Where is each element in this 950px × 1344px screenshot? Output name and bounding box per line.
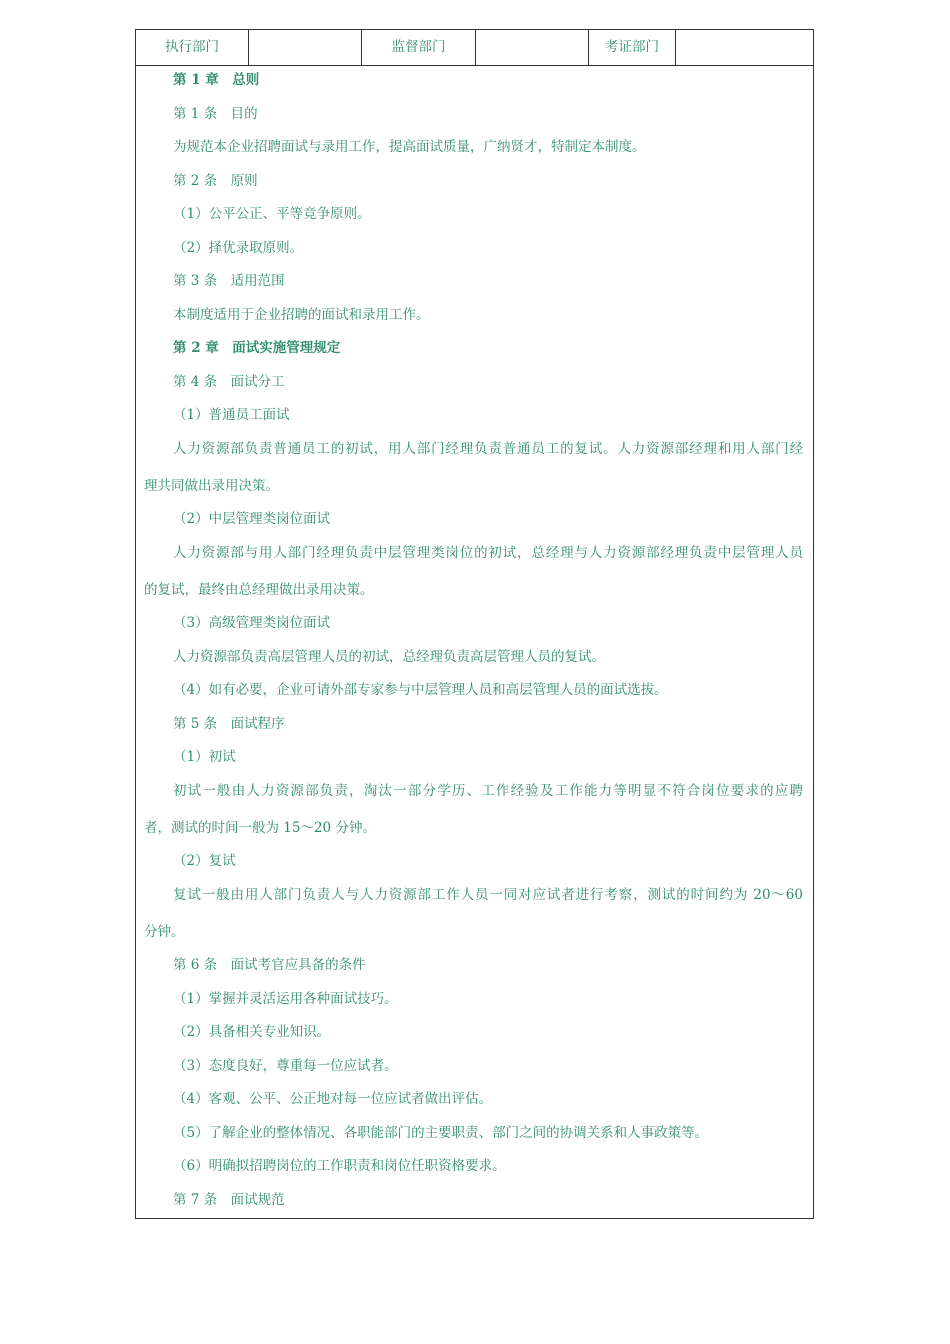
list-item: （2）择优录取原则。 <box>173 240 304 256</box>
list-item: （1）初试 <box>173 749 236 765</box>
chapter-heading: 第 1 章 总则 <box>173 72 260 88</box>
article-heading: 第 6 条 面试考官应具备的条件 <box>173 957 366 973</box>
paragraph-line: 人力资源部负责普通员工的初试，用人部门经理负责普通员工的复试。人力资源部经理和用人部门经 <box>173 441 803 457</box>
paragraph-line: 人力资源部与用人部门经理负责中层管理类岗位的初试，总经理与人力资源部经理负责中层管理人员 <box>173 545 803 561</box>
paragraph-line: 者，测试的时间一般为 15～20 分钟。 <box>144 820 376 836</box>
paragraph-line: 复试一般由用人部门负责人与人力资源部工作人员一同对应试者进行考察，测试的时间约为 20～60 <box>173 887 803 903</box>
paragraph: 本制度适用于企业招聘的面试和录用工作。 <box>173 307 430 323</box>
list-item: （3）高级管理类岗位面试 <box>173 615 331 631</box>
department-header-row <box>136 30 813 66</box>
paragraph: 人力资源部负责高层管理人员的初试，总经理负责高层管理人员的复试。 <box>173 649 605 665</box>
verify-dept-label: 考证部门 <box>589 30 676 65</box>
article-heading: 第 4 条 面试分工 <box>173 374 285 390</box>
exec-dept-value <box>249 30 362 65</box>
paragraph-line: 初试一般由人力资源部负责，淘汰一部分学历、工作经验及工作能力等明显不符合岗位要求的应聘 <box>173 783 803 799</box>
list-item: （2）具备相关专业知识。 <box>173 1024 331 1040</box>
list-item: （1）普通员工面试 <box>173 407 290 423</box>
supervise-dept-label: 监督部门 <box>362 30 476 65</box>
list-item: （3）态度良好，尊重每一位应试者。 <box>173 1058 398 1074</box>
list-item: （2）复试 <box>173 853 236 869</box>
article-heading: 第 2 条 原则 <box>173 173 258 189</box>
list-item: （5）了解企业的整体情况、各职能部门的主要职责、部门之间的协调关系和人事政策等。 <box>173 1125 709 1141</box>
supervise-dept-value <box>476 30 589 65</box>
verify-dept-value <box>676 30 813 65</box>
paragraph-line: 的复试，最终由总经理做出录用决策。 <box>144 582 374 598</box>
paragraph-line: 理共同做出录用决策。 <box>144 478 279 494</box>
list-item: （4）客观、公平、公正地对每一位应试者做出评估。 <box>173 1091 493 1107</box>
list-item: （1）公平公正、平等竞争原则。 <box>173 206 371 222</box>
paragraph-line: 分钟。 <box>144 924 185 940</box>
exec-dept-label: 执行部门 <box>136 30 249 65</box>
list-item: （4）如有必要，企业可请外部专家参与中层管理人员和高层管理人员的面试选拔。 <box>173 682 668 698</box>
paragraph: 为规范本企业招聘面试与录用工作，提高面试质量，广纳贤才，特制定本制度。 <box>173 139 646 155</box>
chapter-heading: 第 2 章 面试实施管理规定 <box>173 340 341 356</box>
article-heading: 第 1 条 目的 <box>173 106 258 122</box>
article-heading: 第 5 条 面试程序 <box>173 716 285 732</box>
document-frame <box>135 29 814 1219</box>
article-heading: 第 3 条 适用范围 <box>173 273 285 289</box>
article-heading: 第 7 条 面试规范 <box>173 1192 285 1208</box>
list-item: （6）明确拟招聘岗位的工作职责和岗位任职资格要求。 <box>173 1158 506 1174</box>
list-item: （2）中层管理类岗位面试 <box>173 511 331 527</box>
list-item: （1）掌握并灵活运用各种面试技巧。 <box>173 991 398 1007</box>
